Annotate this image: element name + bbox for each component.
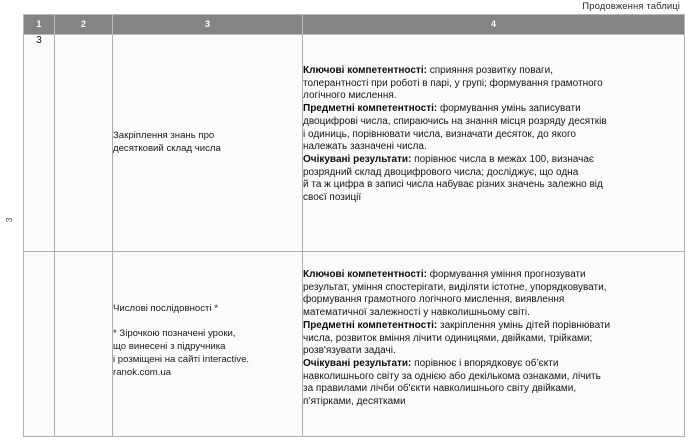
table-row (24, 35, 685, 252)
column-header-2: 2 (55, 15, 113, 35)
text-line: Ключові компетентності: формування уміння прогнозувати (303, 269, 586, 280)
text-line: за правилами лічби об'єкти навколишнього світу двійками, (303, 383, 577, 395)
text-line: розв'язувати задачі. (303, 345, 396, 357)
text-line: ranok.com.ua (113, 366, 172, 378)
text-line (113, 316, 302, 329)
text-line: двоцифрові числа, спираючись на знання місця розряду десятків (303, 115, 607, 127)
text-line: навколишнього світу за однією або декількома ознаками, лічить (303, 370, 601, 382)
lesson-topic-cell (113, 252, 303, 437)
lesson-date-cell (55, 35, 113, 252)
text-line: логічного мислення. (303, 90, 397, 102)
text-line: Очікувані результати: порівнює числа в межах 100, визначає (303, 153, 595, 165)
text-line: і одиниць, порівнювати числа, визначати десяток, до якого (303, 128, 576, 140)
text-line: й та ж цифра в записі числа набуває різних значень залежно від (303, 179, 603, 191)
text-line: формування грамотного логічного мислення, виявлення (303, 294, 565, 306)
text-line: своєї позиції (303, 192, 362, 204)
text-line: десятковий склад числа (113, 143, 221, 154)
table-body (24, 35, 685, 437)
text-emphasis: Очікувані результати: (303, 153, 412, 165)
column-header-4: 4 (303, 15, 685, 35)
table-row (24, 252, 685, 437)
text-emphasis: Предметні компетентності: (303, 103, 438, 115)
text-line: Закріплення знань про (113, 130, 215, 142)
text-emphasis: Очікувані результати: (303, 357, 412, 369)
text-line: числа, розвиток вміння лічити одиницями, двійками, трійками; (303, 332, 593, 344)
lesson-number-cell (24, 252, 55, 437)
text-emphasis: Ключові компетентності: (303, 269, 427, 280)
lesson-date-cell (55, 252, 113, 437)
text-line: і розміщені на сайті interactive. (113, 353, 250, 365)
text-emphasis: Предметні компетентності: (303, 319, 438, 331)
text-line: математичної залежності у навколишньому світі. (303, 307, 530, 319)
table-header-row (24, 15, 685, 35)
text-line: * Зірочкою позначені уроки, (113, 328, 236, 340)
lesson-competencies-cell (303, 252, 685, 437)
text-line: Ключові компетентності: сприяння розвитку поваги, (303, 65, 554, 76)
text-line: п’ятірками, десятками (303, 396, 406, 408)
column-header-3: 3 (113, 15, 303, 35)
text-line: Числові послідовності * (113, 303, 218, 314)
table-continuation-label: Продовження таблиці (582, 1, 680, 12)
text-line: що винесені з підручника (113, 341, 226, 353)
text-line: толерантності при роботі в парі, у групі; формування грамотного (303, 77, 603, 89)
text-line: Предметні компетентності: формування умінь записувати (303, 103, 581, 115)
lesson-plan-table (23, 14, 685, 437)
text-line: розрядний склад двоцифрового числа; досліджує, що одна (303, 166, 579, 178)
text-line: належать зазначені числа. (303, 141, 427, 153)
lesson-topic-cell (113, 35, 303, 252)
text-line: Очікувані результати: порівнює і впорядковує об’єкти (303, 357, 559, 369)
lesson-competencies-cell (303, 35, 685, 252)
table-header (24, 15, 685, 35)
text-emphasis: Ключові компетентності: (303, 65, 427, 76)
page-number: 3 (4, 217, 14, 223)
text-line: результат, уміння спостерігати, виділяти істотне, упорядковувати, (303, 281, 607, 293)
text-line: Предметні компетентності: закріплення умінь дітей порівнювати (303, 319, 611, 331)
column-header-1: 1 (24, 15, 55, 35)
lesson-number-cell: 3 (24, 35, 55, 252)
